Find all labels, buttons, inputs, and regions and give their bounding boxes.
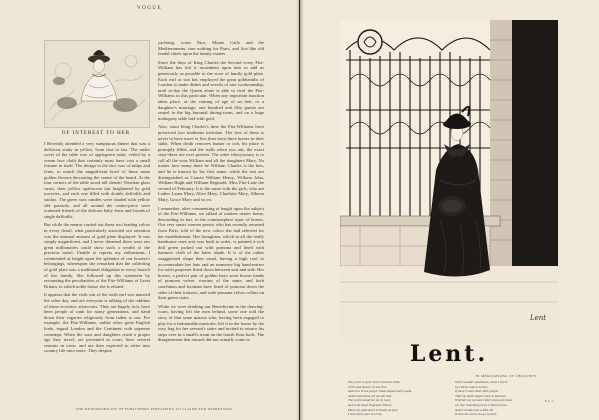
poem-line: So calmly and so serene bbox=[455, 384, 488, 389]
poem-line: And I wonder just a little bit bbox=[455, 407, 494, 412]
plate-signature: Lent bbox=[530, 314, 547, 322]
right-page bbox=[300, 0, 599, 420]
poem-line: That my heart might come in between bbox=[455, 393, 507, 398]
column-paragraph: It appears that the sixth son of the sixth earl was married the other day, and are everyone is talking of the oddities of those eccentric aristocrats. They are hugely rich, have been people of rank for many generations, and hand down their vagaries religiously from father to son. For example, the Fitz-Williams, unlike other great English lords, regard London and the Continent with supreme contempt. When the sons and daughters reach a proper age they travel, are presented at court, have several seasons in town, and are then expected to retire into country life once more. They despise bbox=[44, 292, 150, 354]
poem-line: Since my glad heart is Easter prayer, bbox=[348, 407, 399, 412]
lent-illustration-plate bbox=[340, 20, 558, 342]
article-column-2 bbox=[158, 40, 264, 403]
page-imprint: THE RESPONSIBILITY OF PUBLISHERS PERTAINING TO CLAIMS FOR EXPRESSION bbox=[75, 407, 233, 411]
column-paragraph: I remember, after commenting at length upon the subject of the Fitz-Williams, we talked of matters nearer home, descending in fact, to the commonplace topic of horses. Our very smart women persist who has recently returned from Paris, told of the new colors she had selected for her establishment. Her brougham, which in all the really handsome ones are) was built to order, is painted a rich dull green picked out with pomona and lined with hammer cloth of the latter shade. It is of the rather exaggerated shape then usual, having a high roof to accommodate her hats and an immense big hand-mirror for toilet purposes fitted down between seat and side. Her horses, a perfect pair of golden bays wear brown bands of pomona velvet, rosettes of the same, and both coachman and footman have lined of pomona down the sides of their trousers, and wide pomona velvet collars on their green coats. bbox=[158, 205, 264, 301]
article-column-1 bbox=[44, 141, 150, 403]
poem-line: If there's some dear little prayer bbox=[455, 389, 499, 394]
poem-right-stanza bbox=[455, 380, 559, 417]
poem-line: And now in the prayer book stayed that's good, bbox=[348, 389, 412, 394]
column-paragraph: Since the days of King Charles the Second every Fitz-William has felt it incumbent upon him to add as generously as possible to the store of family gold plate. Each earl or son has employed the great goldsmiths of London to make dishes and vessels of rare workmanship, until to-day the Queen alone is able to rival the Fitz-Williams in this particular. When any important function takes place, as the coming of age of an heir, or a daughter's marriage, one hundred and fifty guests are seated in the big baronial dining-room, and on a huge mahogany table laid with gold. bbox=[158, 59, 264, 121]
column-paragraph: Also, since King Charles's time the Fitz-Williams have preserved two traditions inviolate. The first of these is never to have more or less than sixty-three horses in their stalls. When death removes hunter or cob, his place is promptly filled, and the stalls when you ask, the exact sixty-three are ever present. The other idiosyncrasy is to call all the sons William and all the daughters Mary. No matter how many there be William Charles is the heir, and he is known by his first name, while the rest are distinguished as Cousin William Henry, William John, William Hugh and William Reginald. Miss Fitz-Lane the second of February. It is the same with the girls, who are Ladies Laura Mary, Alice Mary, Charlotte Mary, Alberta Mary, Grace Mary and so on. bbox=[158, 124, 264, 203]
column-paragraph: But while the menus carried out these two leading colors in every detail, what particularly attracted our attention was the unusual amount of gold plate displayed. It was simply magnificent, and I never dreamed there were our great millionaires could show such a wealth of the precious metal. Unable to repress my enthusiasm, I commented at length upon the splendor of our hostess's belongings, whereupon she remarked that the collecting of gold plate was a traditional obligation in every branch of her family. She followed up this statement by recounting the peculiarities of the Fitz-Williams of Great Britain, to which noble house she is related. bbox=[44, 222, 150, 289]
column-paragraph: yachting, scorn Nice, Monte Carlo and the Mediterranean, care nothing for Paris, and live like old feudal chiefs upon the family estates. bbox=[158, 40, 264, 57]
poem-line: Of ill and flowers in the fine, bbox=[348, 384, 388, 389]
lady-portrait-illustration bbox=[44, 40, 150, 128]
poem-line: Where the Loves do go in Lent. bbox=[455, 412, 498, 417]
column-paragraph: I Recently attended a very sumptuous dinner that was a delicious study in yellow, from first to last. The under cover of the table was of applegreen satin, veiled by a cream lace cloth that certainly must have cost a small fortune in itself. The design in the lace was of tulips and ferns, to match the magnificent bowl of these same golden flowers decorating the centre of the board. At the four corners of the table stood tall slender Venetian glass vases, their yellow opalescent tint heightened by gold traceries, and each one filled with double daffodils and smilax. The green wax candles were shaded with yellow silk parasols, and all around the centre-piece were scattered friends of the delicate baby ferns and fronds of single daffodils. bbox=[44, 141, 150, 219]
poem-line: Still I wonder sometimes, when I kneel bbox=[455, 380, 508, 384]
page-folio: · bbox=[148, 413, 150, 418]
left-page bbox=[0, 0, 299, 420]
poem-line: The soul is dead for me in Lent, bbox=[348, 398, 391, 403]
poem-line: And I must leave all on one line. bbox=[348, 393, 392, 398]
running-head: VOGUE bbox=[137, 6, 162, 11]
poem-dedication: IN MEDITATIONS OF CHURCHES bbox=[475, 374, 537, 378]
poem-line: I sent some yarn on Lent. bbox=[348, 412, 383, 417]
poem-line: Or else something more I did not trow, bbox=[455, 402, 508, 407]
illustration-caption: Lent. bbox=[409, 341, 489, 367]
poem-line: Whether my turnout I don't know the back bbox=[455, 398, 512, 403]
poem-left-stanza bbox=[348, 380, 452, 417]
poem-line: And only beset fragrance blown, bbox=[348, 402, 393, 407]
poem-signature: E. L. C. bbox=[545, 399, 555, 403]
column-paragraph: While we were drinking our Benedictine in the drawing-room, having left the men behind, some one told the story of that same matron who, having been engaged to play for a fashionable musicale, left it in the house by the way, bag for her servant's stairs and invited to retrace his steps over in a small's room on the fourth floor back. The disagreement that ensued did not actually come to bbox=[158, 303, 264, 343]
article-title: OF INTEREST TO HER bbox=[61, 131, 131, 136]
poem-line: The years is gone since I used to think bbox=[348, 380, 400, 384]
